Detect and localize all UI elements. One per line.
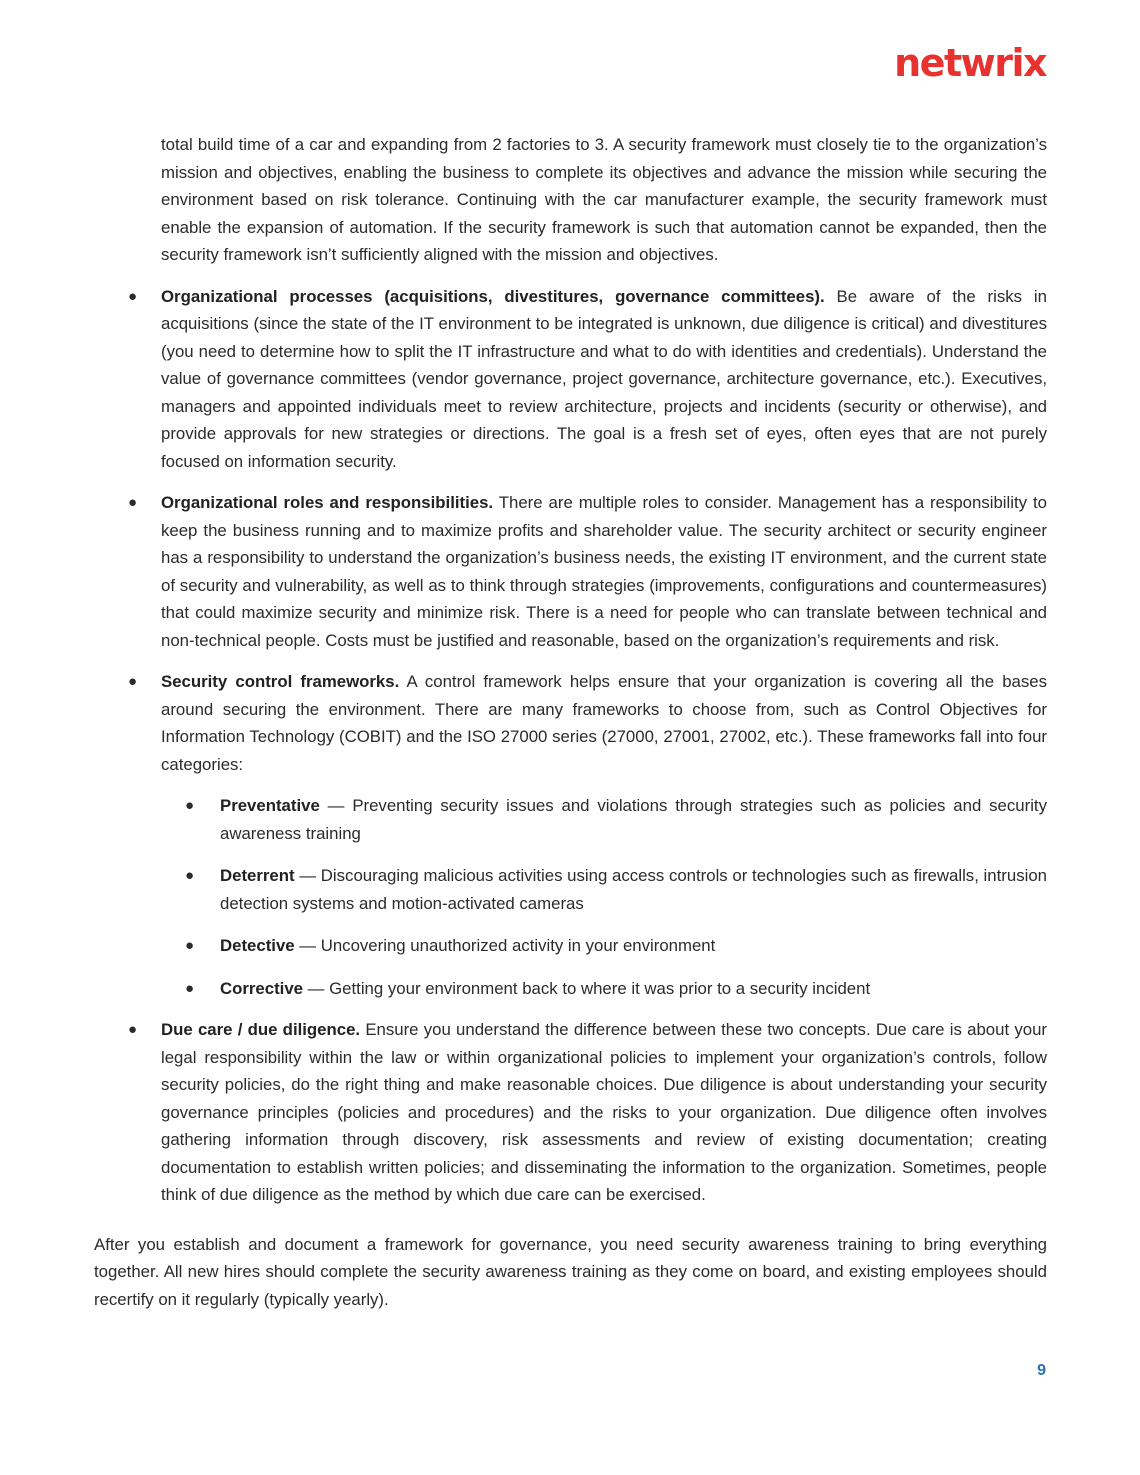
list-item-text: There are multiple roles to consider. Management has a responsibility to keep the business running and to maximize profits and shareholder value. The security architect or security engineer has a responsibility to understand the organization’s business needs, the existing IT environment, and the current state of security and vulnerability, as well as to think through strategies (improvements, configurations and countermeasures) that could maximize security and minimize risk. There is a need for people who can translate between technical and non-technical people. Costs must be justified and reasonable, based on the organization’s requirements and risk.	[161, 493, 1047, 650]
netwrix-logo: netwrix	[894, 41, 1046, 85]
list-item-title: Due care / due diligence.	[161, 1020, 361, 1039]
intro-paragraph: total build time of a car and expanding from 2 factories to 3. A security framework must closely tie to the organization’s mission and objectives, enabling the business to complete its objectives and advance the mission while securing the environment based on risk tolerance. Continuing with the car manufacturer example, the security framework must enable the expansion of automation. If the security framework is such that automation cannot be expanded, then the security framework isn’t sufficiently aligned with the mission and objectives.	[161, 135, 1047, 264]
sub-item-text: — Discouraging malicious activities using access controls or technologies such as firewalls, intrusion detection systems and motion-activated cameras	[220, 866, 1047, 913]
bullet-icon: ●	[185, 937, 195, 954]
closing-paragraph: After you establish and document a framework for governance, you need security awareness training to bring everything together. All new hires should complete the security awareness training as they come on board, and existing employees should recertify on it regularly (typically yearly).	[94, 1234, 1047, 1309]
list-item-text: A control framework helps ensure that your organization is covering all the bases around securing the environment. There are many frameworks to choose from, such as Control Objectives for Information Technology (COBIT) and the ISO 27000 series (27000, 27001, 27002, etc.). These frameworks fall into four categories:	[161, 672, 1047, 774]
page-number: 9	[1037, 1362, 1046, 1379]
list-item-title: Security control frameworks.	[161, 672, 400, 691]
framework-category-list	[161, 792, 1047, 1002]
list-item-title: Organizational roles and responsibilities.	[161, 493, 494, 512]
sub-item-detective	[161, 932, 1047, 960]
bullet-icon: ●	[185, 797, 195, 814]
topic-list	[94, 283, 1047, 1209]
sub-item-title: Corrective	[220, 978, 304, 998]
bullet-icon: ●	[128, 1021, 138, 1038]
bullet-icon: ●	[128, 287, 138, 305]
sub-item-corrective	[161, 975, 1047, 1003]
sub-item-text: — Preventing security issues and violations through strategies such as policies and security awareness training	[220, 796, 1047, 843]
sub-item-title: Detective	[220, 936, 295, 955]
sub-item-deterrent	[161, 862, 1047, 917]
sub-item-title: Deterrent	[220, 866, 295, 885]
list-item-due-care	[94, 1016, 1047, 1209]
document-body	[94, 131, 1047, 1313]
list-item-roles-responsibilities	[94, 489, 1047, 654]
sub-item-text: — Getting your environment back to where it was prior to a security incident	[303, 978, 871, 998]
bullet-icon: ●	[128, 673, 138, 690]
list-item-title: Organizational processes (acquisitions, divestitures, governance committees).	[161, 286, 825, 306]
list-item-organizational-processes	[94, 283, 1047, 476]
bullet-icon: ●	[128, 494, 138, 511]
sub-item-title: Preventative	[220, 796, 320, 815]
list-item-text: Be aware of the risks in acquisitions (since the state of the IT environment to be integrated is unknown, due diligence is critical) and divestitures (you need to determine how to split the IT infrastructure and what to do with identities and credentials). Understand the value of governance committees (vendor governance, project governance, architecture governance, etc.). Executives, managers and appointed individuals meet to review architecture, projects and incidents (security or otherwise), and provide approvals for new strategies or directions. The goal is a fresh set of eyes, often eyes that are not purely focused on information security.	[161, 286, 1047, 471]
sub-item-text: — Uncovering unauthorized activity in your environment	[294, 936, 716, 955]
bullet-icon: ●	[185, 867, 195, 884]
list-item-text: Ensure you understand the difference between these two concepts. Due care is about your legal responsibility within the law or within organizational policies to implement your organization’s controls, follow security policies, do the right thing and make reasonable choices. Due diligence is about understanding your security governance principles (policies and procedures) and the risks to your organization. Due diligence often involves gathering information through discovery, risk assessments and review of existing documentation; creating documentation to establish written policies; and disseminating the information to the organization. Sometimes, people think of due diligence as the method by which due care can be exercised.	[161, 1020, 1047, 1204]
bullet-icon: ●	[185, 979, 195, 997]
sub-item-preventative	[161, 792, 1047, 847]
list-item-control-frameworks	[94, 668, 1047, 1002]
